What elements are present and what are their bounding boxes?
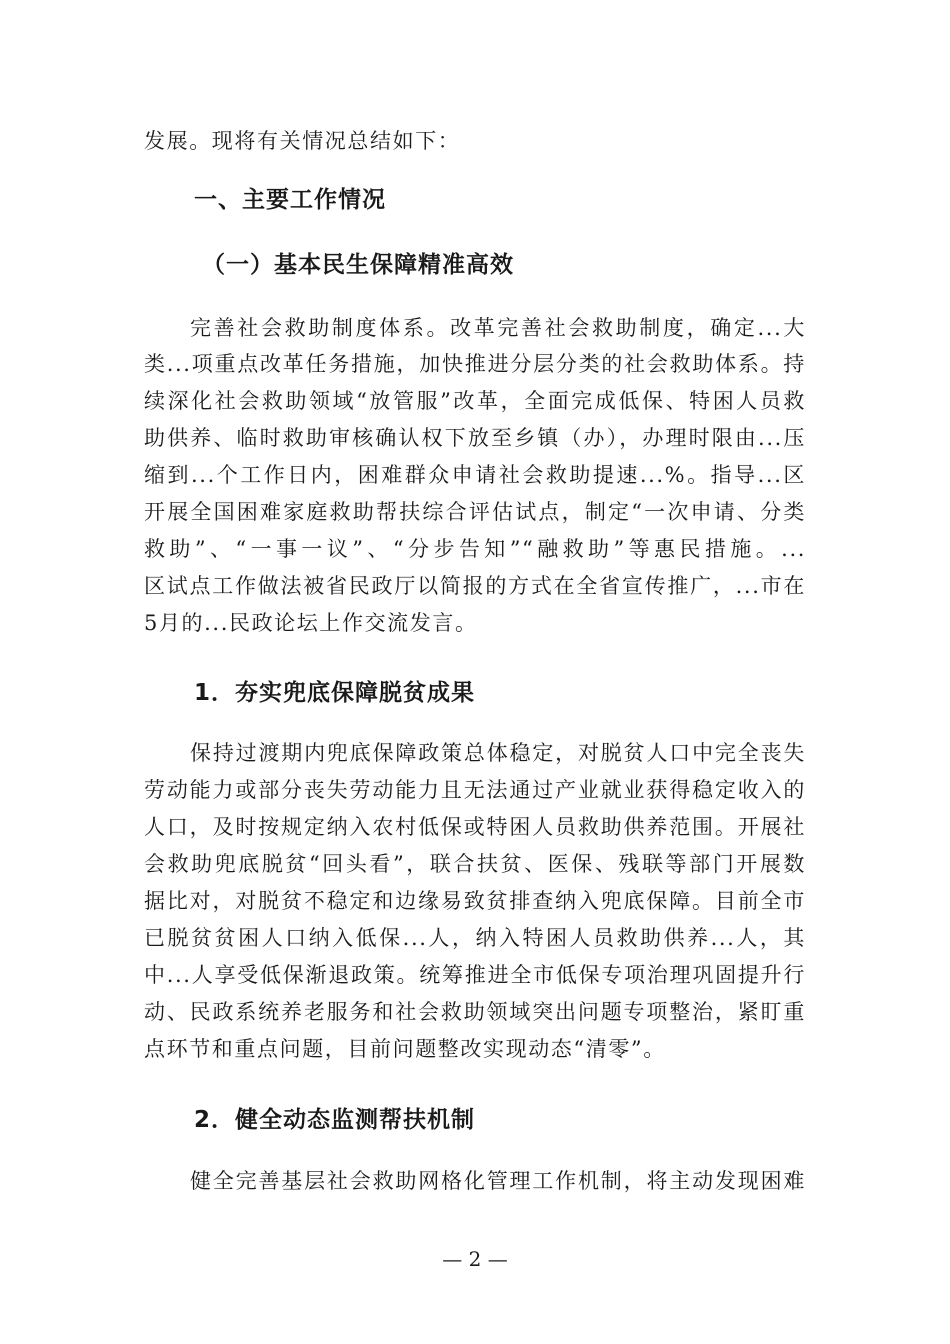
paragraph-line: 会救助兜底脱贫“回头看”，联合扶贫、医保、残联等部门开展数 <box>144 852 806 876</box>
paragraph-line: 中...人享受低保渐退政策。统筹推进全市低保专项治理巩固提升行 <box>144 963 806 987</box>
paragraph-line: 开展全国困难家庭救助帮扶综合评估试点，制定“一次申请、分类 <box>144 500 806 524</box>
paragraph-line: 助供养、临时救助审核确认权下放至乡镇（办），办理时限由...压 <box>144 426 806 450</box>
subsection-heading-poverty-results: 1．夯实兜底保障脱贫成果 <box>194 680 476 706</box>
page-number: — 2 — <box>442 1247 508 1271</box>
paragraph-line: 据比对，对脱贫不稳定和边缘易致贫排查纳入兜底保障。目前全市 <box>144 889 806 913</box>
paragraph-line: 点环节和重点问题，目前问题整改实现动态“清零”。 <box>144 1037 666 1061</box>
subsection-heading-basic-livelihood: （一）基本民生保障精准高效 <box>202 252 514 278</box>
paragraph-line: 区试点工作做法被省民政厅以简报的方式在全省宣传推广，...市在 <box>144 574 806 598</box>
paragraph-line: 保持过渡期内兜底保障政策总体稳定，对脱贫人口中完全丧失 <box>190 741 806 765</box>
paragraph-line: 动、民政系统养老服务和社会救助领域突出问题专项整治，紧盯重 <box>144 1000 806 1024</box>
paragraph-line: 健全完善基层社会救助网格化管理工作机制，将主动发现困难 <box>190 1169 806 1193</box>
paragraph-line: 续深化社会救助领域“放管服”改革，全面完成低保、特困人员救 <box>144 389 806 413</box>
paragraph-line: 救助”、“一事一议”、“分步告知”“融救助”等惠民措施。... <box>144 537 806 561</box>
subsection-heading-monitoring: 2．健全动态监测帮扶机制 <box>194 1107 476 1133</box>
intro-line: 发展。现将有关情况总结如下： <box>144 129 461 153</box>
paragraph-line: 已脱贫贫困人口纳入低保...人，纳入特困人员救助供养...人，其 <box>144 926 806 950</box>
paragraph-line: 劳动能力或部分丧失劳动能力且无法通过产业就业获得稳定收入的 <box>144 778 806 802</box>
paragraph-line: 人口，及时按规定纳入农村低保或特困人员救助供养范围。开展社 <box>144 815 806 839</box>
paragraph-line: 完善社会救助制度体系。改革完善社会救助制度，确定...大 <box>190 316 806 340</box>
paragraph-line: 缩到...个工作日内，困难群众申请社会救助提速...%。指导...区 <box>144 463 806 487</box>
section-heading-main-work: 一、主要工作情况 <box>194 187 386 213</box>
paragraph-line: 5月的...民政论坛上作交流发言。 <box>144 611 478 635</box>
paragraph-line: 类...项重点改革任务措施，加快推进分层分类的社会救助体系。持 <box>144 352 806 376</box>
